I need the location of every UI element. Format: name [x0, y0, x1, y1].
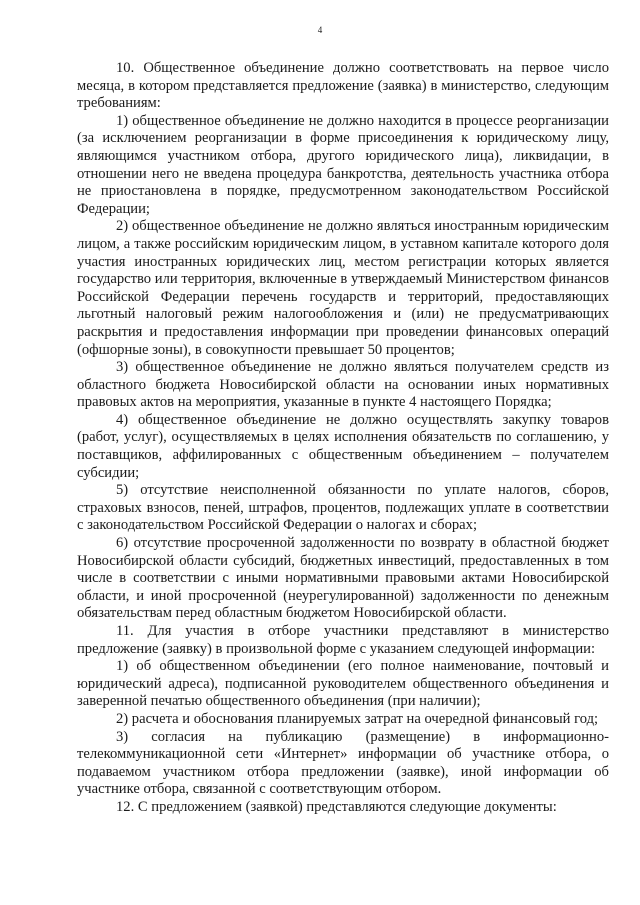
paragraph-11-item-1: 1) об общественном объединении (его полное наименование, почтовый и юридический адреса), подписанной руководителем общественного объединения и заверенной печатью общественного объединения (при наличии); [77, 658, 609, 710]
paragraph-10-item-2: 2) общественное объединение не должно являться иностранным юридическим лицом, а также российским юридическим лицом, в уставном капитале которого доля участия иностранных юридических лиц, местом регистрации которых является государство или территория, включенные в утверждаемый Министерством финансов Российской Федерации перечень государств и территорий, предоставляющих льготный налоговый режим налогообложения и (или) не предусматривающих раскрытия и предоставления информации при проведении финансовых операций (офшорные зоны), в совокупности превышает 50 процентов; [77, 218, 609, 358]
paragraph-11: 11. Для участия в отборе участники представляют в министерство предложение (заявку) в произвольной форме с указанием следующей информации: [77, 623, 609, 657]
paragraph-10: 10. Общественное объединение должно соответствовать на первое число месяца, в котором представляется предложение (заявка) в министерство, следующим требованиям: [77, 60, 609, 112]
paragraph-10-item-4: 4) общественное объединение не должно осуществлять закупку товаров (работ, услуг), осуществляемых в целях исполнения обязательств по соглашению, у поставщиков, аффилированных с общественным объединением – получателем субсидии; [77, 411, 609, 481]
paragraph-10-item-3: 3) общественное объединение не должно являться получателем средств из областного бюджета Новосибирской области на основании иных нормативных правовых актов на мероприятия, указанные в пункте 4 настоящего Порядка; [77, 359, 609, 411]
paragraph-12: 12. С предложением (заявкой) представляются следующие документы: [116, 798, 557, 815]
paragraph-11-item-3: 3) согласия на публикацию (размещение) в информационно-телекоммуникационной сети «Интернет» информации об участнике отбора, о подаваемом участником отбора предложении (заявке), иной информации об участнике отбора, связанной с соответствующим отбором. [77, 728, 609, 798]
paragraph-10-item-5: 5) отсутствие неисполненной обязанности по уплате налогов, сборов, страховых взносов, пеней, штрафов, процентов, подлежащих уплате в соответствии с законодательством Российской Федерации о налогах и сборах; [77, 482, 609, 534]
page-number: 4 [317, 25, 323, 35]
paragraph-11-item-2: 2) расчета и обоснования планируемых затрат на очередной финансовый год; [116, 710, 599, 727]
document-body [77, 60, 609, 817]
paragraph-10-item-6: 6) отсутствие просроченной задолженности по возврату в областной бюджет Новосибирской области субсидий, бюджетных инвестиций, предоставленных в том числе в соответствии с иными нормативными правовыми актами Новосибирской области, и иной просроченной (неурегулированной) задолженности по денежным обязательствам перед областным бюджетом Новосибирской области. [77, 535, 609, 622]
paragraph-10-item-1: 1) общественное объединение не должно находится в процессе реорганизации (за исключением реорганизации в форме присоединения к юридическому лицу, являющимся участником отбора, другого юридического лица), ликвидации, в отношении него не введена процедура банкротства, деятельность участника отбора не приостановлена в порядке, предусмотренном законодательством Российской Федерации; [77, 112, 609, 217]
